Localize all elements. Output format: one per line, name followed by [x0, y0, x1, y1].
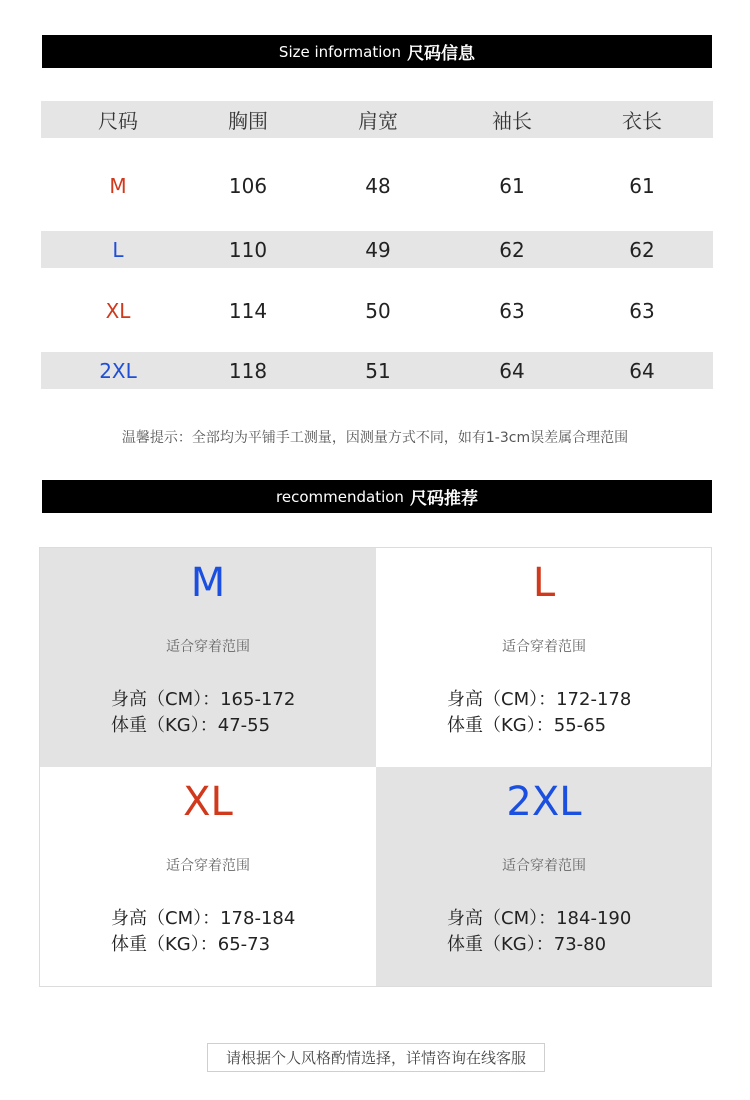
table-cell: 118: [228, 358, 268, 383]
recommendation-card-m: [40, 548, 376, 767]
card-size-label: XL: [183, 779, 233, 825]
card-height-range: 身高（CM）：165-172: [111, 689, 296, 710]
recommendation-grid: [39, 547, 712, 987]
card-weight-range: 体重（KG）：73-80: [447, 934, 607, 955]
card-weight-range: 体重（KG）：65-73: [111, 934, 271, 955]
header-chest: 胸围: [228, 109, 268, 133]
recommendation-card-l: [376, 548, 712, 767]
table-cell: 64: [499, 358, 525, 383]
table-cell: 48: [365, 173, 391, 198]
card-fit-label: 适合穿着范围: [166, 858, 250, 874]
card-size-label: 2XL: [506, 779, 582, 825]
size-label-xl: XL: [105, 298, 131, 323]
table-cell: 114: [228, 298, 268, 323]
recommendation-card-xl: [40, 767, 376, 986]
table-cell: 106: [228, 173, 268, 198]
header-size: 尺码: [98, 109, 138, 133]
table-cell: 64: [629, 358, 655, 383]
header-shoulder: 肩宽: [358, 109, 398, 133]
recommendation-banner-cn: 尺码推荐: [409, 489, 478, 509]
size-info-banner-en: Size information: [278, 42, 402, 61]
table-row: [41, 167, 713, 204]
size-label-m: M: [109, 173, 127, 198]
table-cell: 62: [499, 237, 525, 262]
card-height-range: 身高（CM）：178-184: [111, 908, 296, 929]
card-height-range: 身高（CM）：172-178: [447, 689, 632, 710]
card-fit-label: 适合穿着范围: [502, 858, 586, 874]
table-row: [41, 352, 713, 389]
size-label-l: L: [112, 237, 124, 262]
table-cell: 63: [499, 298, 525, 323]
customer-service-text: 请根据个人风格酌情选择，详情咨询在线客服: [225, 1049, 526, 1067]
table-cell: 61: [629, 173, 655, 198]
card-weight-range: 体重（KG）：55-65: [447, 715, 607, 736]
card-fit-label: 适合穿着范围: [166, 639, 250, 655]
card-size-label: M: [190, 560, 226, 606]
table-row: [41, 231, 713, 268]
table-cell: 62: [629, 237, 655, 262]
size-label-2xl: 2XL: [99, 358, 137, 383]
customer-service-note: [207, 1043, 545, 1072]
recommendation-banner: [42, 480, 712, 513]
measurement-note: 温馨提示：全部均为平铺手工测量，因测量方式不同，如有1-3cm误差属合理范围: [121, 430, 629, 446]
table-cell: 49: [365, 237, 391, 262]
table-row: [41, 292, 713, 329]
recommendation-banner-en: recommendation: [276, 487, 404, 506]
table-cell: 63: [629, 298, 655, 323]
table-cell: 50: [365, 298, 391, 323]
card-height-range: 身高（CM）：184-190: [447, 908, 632, 929]
header-length: 衣长: [622, 109, 662, 133]
header-sleeve: 袖长: [492, 109, 532, 133]
size-info-banner-cn: 尺码信息: [407, 44, 476, 64]
card-size-label: L: [532, 560, 556, 606]
card-weight-range: 体重（KG）：47-55: [111, 715, 271, 736]
table-header-row: [41, 101, 713, 138]
table-cell: 61: [499, 173, 525, 198]
table-cell: 110: [228, 237, 268, 262]
card-fit-label: 适合穿着范围: [502, 639, 586, 655]
size-info-banner: [42, 35, 712, 68]
table-cell: 51: [365, 358, 391, 383]
recommendation-card-2xl: [376, 767, 712, 986]
